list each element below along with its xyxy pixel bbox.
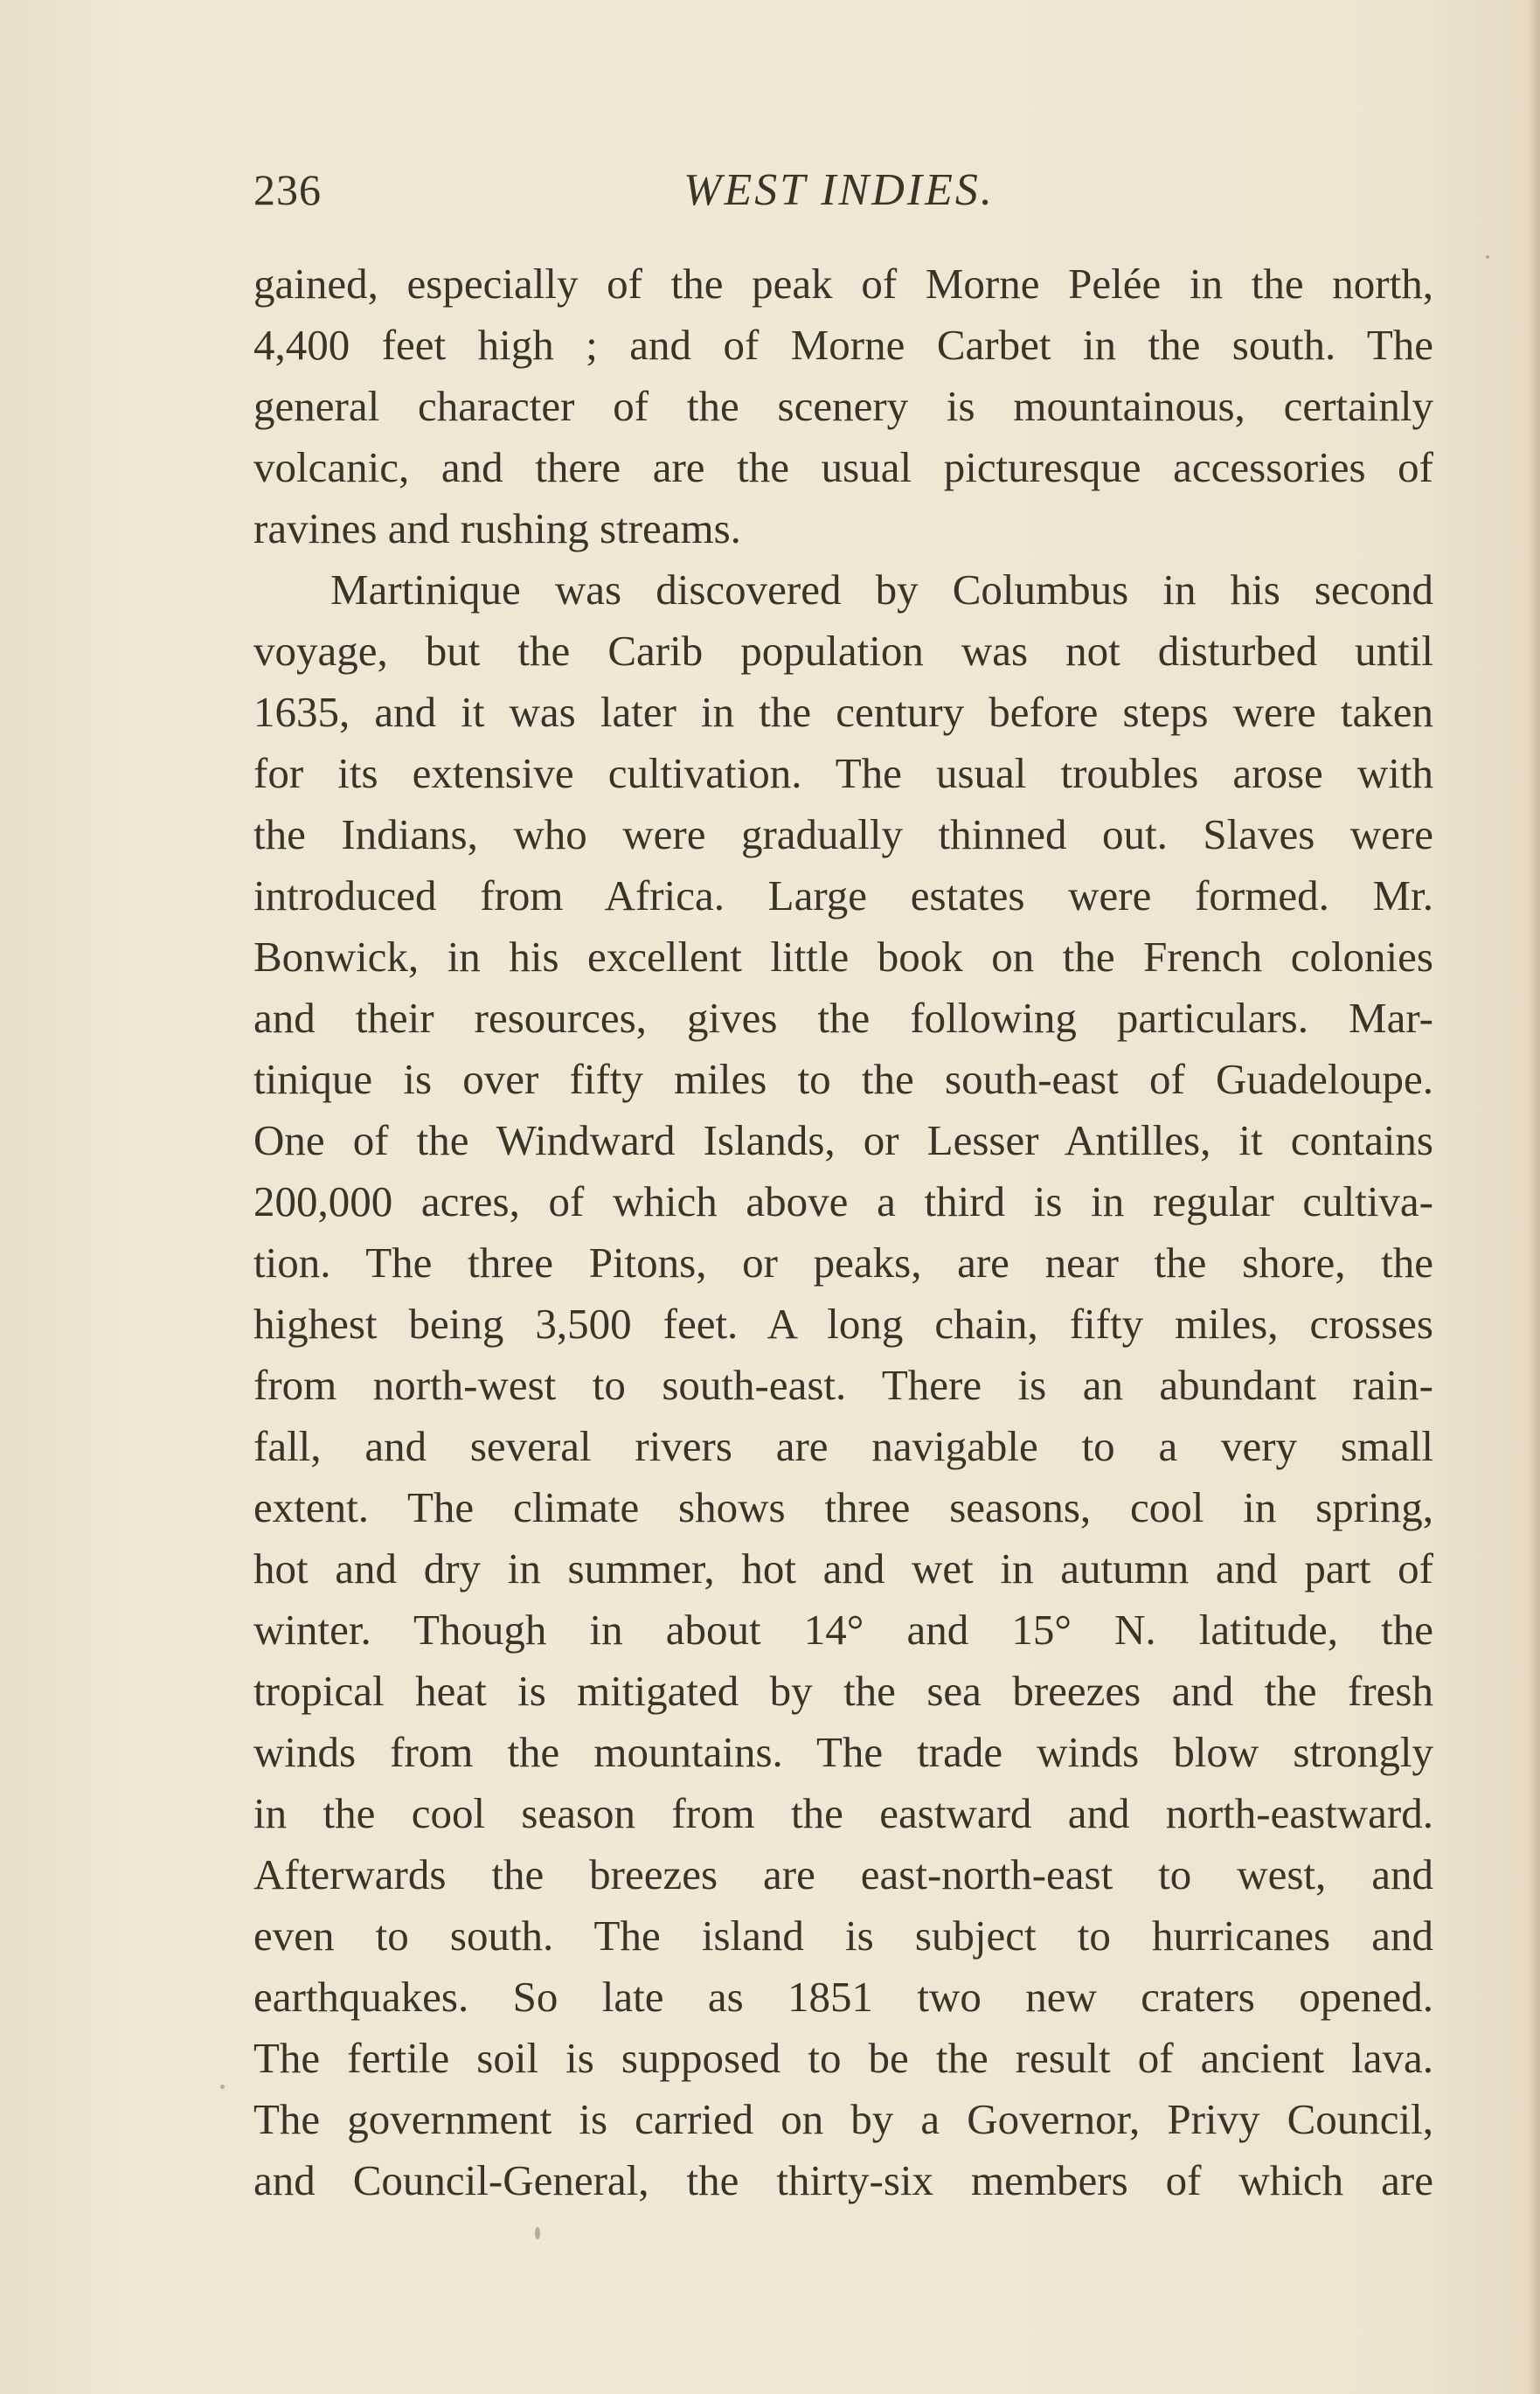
text-line: 200,000 acres, of which above a third is in regular cultiva- <box>253 1177 1433 1225</box>
page-header <box>253 156 1425 226</box>
text-line: ravines and rushing streams. <box>253 504 741 552</box>
paper-speck <box>535 2227 540 2239</box>
page-edge-shadow <box>1528 0 1540 2394</box>
text-line: and Council-General, the thirty-six members of which are <box>253 2156 1433 2204</box>
text-line: in the cool season from the eastward and north-eastward. <box>253 1789 1433 1837</box>
paragraph-2 <box>253 559 1433 2211</box>
text-line: introduced from Africa. Large estates were formed. Mr. <box>253 871 1433 919</box>
text-line: voyage, but the Carib population was not disturbed until <box>253 627 1433 675</box>
page-number: 236 <box>253 165 322 214</box>
text-line: hot and dry in summer, hot and wet in autumn and part of <box>253 1544 1433 1593</box>
text-line: earthquakes. So late as 1851 two new craters opened. <box>253 1973 1433 2021</box>
text-line: gained, especially of the peak of Morne Pelée in the north, <box>253 260 1433 308</box>
text-line: general character of the scenery is mountainous, certainly <box>253 382 1433 430</box>
text-line: tinique is over fifty miles to the south-east of Guadeloupe. <box>253 1055 1433 1103</box>
text-line: Martinique was discovered by Columbus in his second <box>330 566 1433 614</box>
text-line: for its extensive cultivation. The usual troubles arose with <box>253 749 1433 797</box>
text-line: and their resources, gives the following particulars. Mar- <box>253 994 1433 1042</box>
text-line: even to south. The island is subject to hurricanes and <box>253 1912 1433 1960</box>
text-line: The government is carried on by a Governor, Privy Council, <box>253 2095 1433 2143</box>
text-line: extent. The climate shows three seasons, cool in spring, <box>253 1483 1433 1531</box>
text-line: One of the Windward Islands, or Lesser Antilles, it contains <box>253 1116 1433 1164</box>
text-line: tion. The three Pitons, or peaks, are near the shore, the <box>253 1239 1433 1287</box>
text-line: volcanic, and there are the usual picturesque accessories of <box>253 443 1433 491</box>
paper-speck <box>220 2085 225 2089</box>
text-line: the Indians, who were gradually thinned out. Slaves were <box>253 810 1433 858</box>
running-title: WEST INDIES. <box>683 165 995 215</box>
text-line: from north-west to south-east. There is an abundant rain- <box>253 1361 1433 1409</box>
text-line: fall, and several rivers are navigable to a very small <box>253 1422 1433 1470</box>
text-line: highest being 3,500 feet. A long chain, fifty miles, crosses <box>253 1300 1433 1348</box>
text-line: Bonwick, in his excellent little book on the French colonies <box>253 933 1433 981</box>
paper-speck <box>1486 255 1489 259</box>
paragraph-1 <box>253 253 1433 559</box>
text-line: Afterwards the breezes are east-north-east to west, and <box>253 1850 1433 1898</box>
text-line: winter. Though in about 14° and 15° N. latitude, the <box>253 1606 1433 1654</box>
body-text <box>253 253 1433 2211</box>
text-line: winds from the mountains. The trade winds blow strongly <box>253 1728 1433 1776</box>
text-line: 4,400 feet high ; and of Morne Carbet in the south. The <box>253 321 1433 369</box>
text-line: 1635, and it was later in the century before steps were taken <box>253 688 1433 736</box>
text-line: The fertile soil is supposed to be the result of ancient lava. <box>253 2034 1433 2082</box>
text-line: tropical heat is mitigated by the sea breezes and the fresh <box>253 1667 1433 1715</box>
